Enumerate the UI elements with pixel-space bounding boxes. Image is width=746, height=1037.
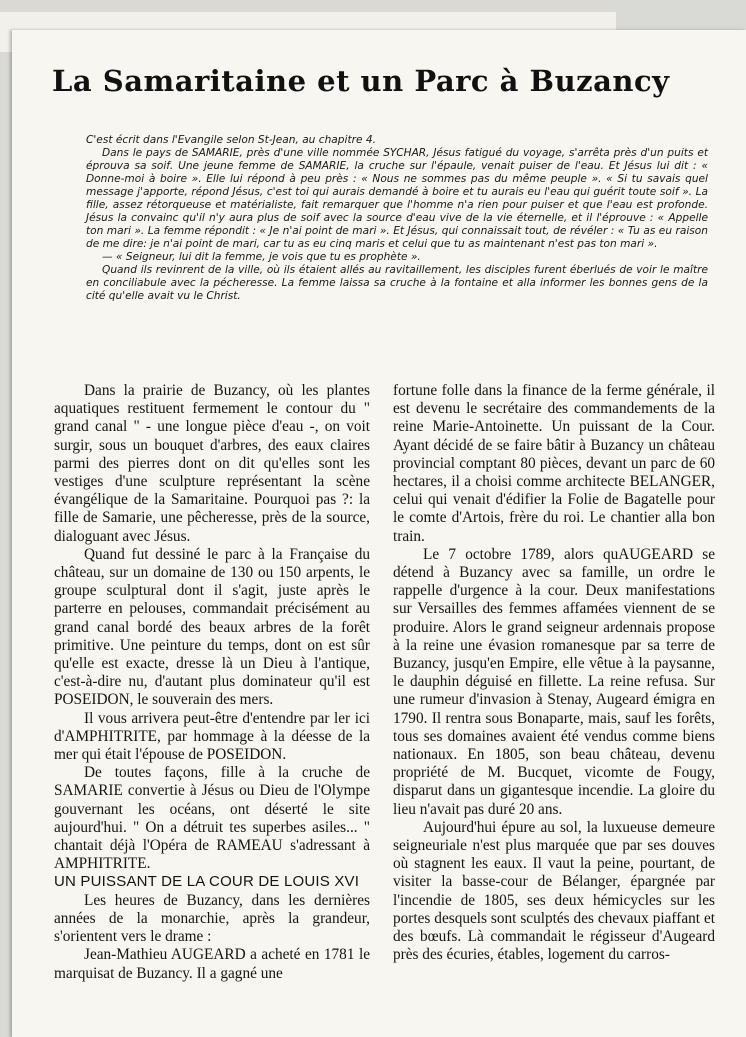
body-paragraph: Le 7 octobre 1789, alors quAUGEARD se détend à Buzancy avec sa famille, un ordre le rappelle d'urgence à la cour. Deux manifestations sur Versailles des femmes affamées viennent de se produire. Alors le grand seigneur ardennais propose à la reine une évasion romanesque par sa terre de Buzancy, jusqu'en Empire, elle vêtue à la paysanne, le dauphin déguisé en fillette. La reine refusa. Sur une rumeur d'invasion à Stenay, Augeard émigra en 1790. Il rentra sous Bonaparte, mais, sauf les forêts, tous ses domaines avaient été vendus comme biens nationaux. En 1805, son beau château, devenu propriété de M. Bucquet, vicomte de Fougy, disparut dans un gigantesque incendie. La gloire du lieu n'avait pas duré 20 ans. [393,545,715,818]
body-paragraph: Les heures de Buzancy, dans les dernières années de la monarchie, après la grandeur, s'orientent vers le drame : [54,891,370,946]
body-paragraph: Il vous arrivera peut-être d'entendre par ler ici d'AMPHITRITE, par hommage à la déesse de la mer qui était l'épouse de POSEIDON. [54,709,370,764]
body-paragraph: De toutes façons, fille à la cruche de SAMARIE convertie à Jésus ou Dieu de l'Olympe gouvernant les océans, ont déserté le site aujourd'hui. " On a détruit tes superbes asiles... " chantait déjà l'Opéra de RAMEAU s'adressant à AMPHITRITE. [54,764,370,873]
body-paragraph: Dans la prairie de Buzancy, où les plantes aquatiques restituent fermement le contour du " grand canal " - une longue pièce d'eau -, on voit surgir, sous un bouquet d'arbres, des eaux claires parmi des pierres dont on dit qu'elles sont les vestiges d'une sculpture représentant la scène évangélique de la Samaritaine. Pourquoi pas ?: la fille de Samarie, une pêcheresse, près de la source, dialoguant avec Jésus. [54,382,370,545]
body-paragraph: fortune folle dans la finance de la ferme générale, il est devenu le secrétaire des commandements de la reine Marie-Antoinette. Un puissant de la Cour. Ayant décidé de se faire bâtir à Buzancy un château provincial comptant 80 pièces, devant un parc de 60 hectares, il a choisi comme architecte BELANGER, celui qui venait d'édifier la Folie de Bagatelle pour le comte d'Artois, frère du roi. Le chantier alla bon train. [393,382,715,545]
magazine-page [12,30,746,1037]
body-paragraph: Jean-Mathieu AUGEARD a acheté en 1781 le marquisat de Buzancy. Il a gagné une [54,946,370,982]
left-column [54,382,370,983]
intro-paragraph: — « Seigneur, lui dit la femme, je vois que tu es prophète ». [102,251,421,263]
section-heading: UN PUISSANT DE LA COUR DE LOUIS XVI [54,873,360,891]
body-paragraph: Quand fut dessiné le parc à la Française du château, sur un domaine de 130 ou 150 arpents, le groupe sculptural dont il s'agit, juste après le parterre en pelouses, commandait précisément au grand canal bordé des beaux arbres de la forêt primitive. Une peinture du temps, dont on est sûr qu'elle est exacte, dresse là un Dieu à l'antique, c'est-à-dire nu, d'autant plus dominateur qu'il est POSEIDON, le souverain des mers. [54,545,370,709]
intro-paragraph: Dans le pays de SAMARIE, près d'une ville nommée SYCHAR, Jésus fatigué du voyage, s'arrêta près d'un puits et éprouva sa soif. Une jeune femme de SAMARIE, la cruche sur l'épaule, venait puiser de l'eau. Et Jésus lui dit : « Donne-moi à boire ». Elle lui répond à peu près : « Nous ne sommes pas du même peuple ». « Si tu savais quel message j'apporte, répond Jésus, c'est toi qui aurais demandé à boire et tu aurais eu l'eau qui guérit toute soif ». La fille, assez rétorqueuse et matérialiste, fait remarquer que l'homme n'a rien pour puiser et que l'eau est profonde. Jésus la convainc qu'il n'y aura plus de soif avec la source d'eau vive de la vie éternelle, et il l'éprouve : « Appelle ton mari ». La femme répondit : « Je n'ai point de mari ». Et Jésus, qui connaissait tout, de révéler : « Tu as eu raison de me dire: je n'ai point de mari, car tu as eu cinq maris et celui que tu as maintenant n'est pas ton mari ». [86,147,708,250]
intro-block [86,134,708,303]
intro-paragraph: C'est écrit dans l'Evangile selon St-Jean, au chapitre 4. [86,134,376,146]
intro-paragraph: Quand ils revinrent de la ville, où ils étaient allés au ravitaillement, les disciples furent éberlués de voir le maître en conciliabule avec la pécheresse. La femme laissa sa cruche à la fontaine et alla informer les bonnes gens de la cité qu'elle avait vu le Christ. [86,264,708,302]
article-title: La Samaritaine et un Parc à Buzancy [52,64,670,98]
body-paragraph: Aujourd'hui épure au sol, la luxueuse demeure seigneuriale n'est plus marquée que par ses douves où stagnent les eaux. Il vaut la peine, pourtant, de visiter la basse-cour de Bélanger, épargnée par l'incendie de 1805, ses deux hémicycles sur les portes desquels sont sculptés des chevaux piaffant et des bœufs. Là commandait le régisseur d'Augeard près des écuries, étables, logement du carros- [393,818,715,964]
right-column [393,382,715,965]
